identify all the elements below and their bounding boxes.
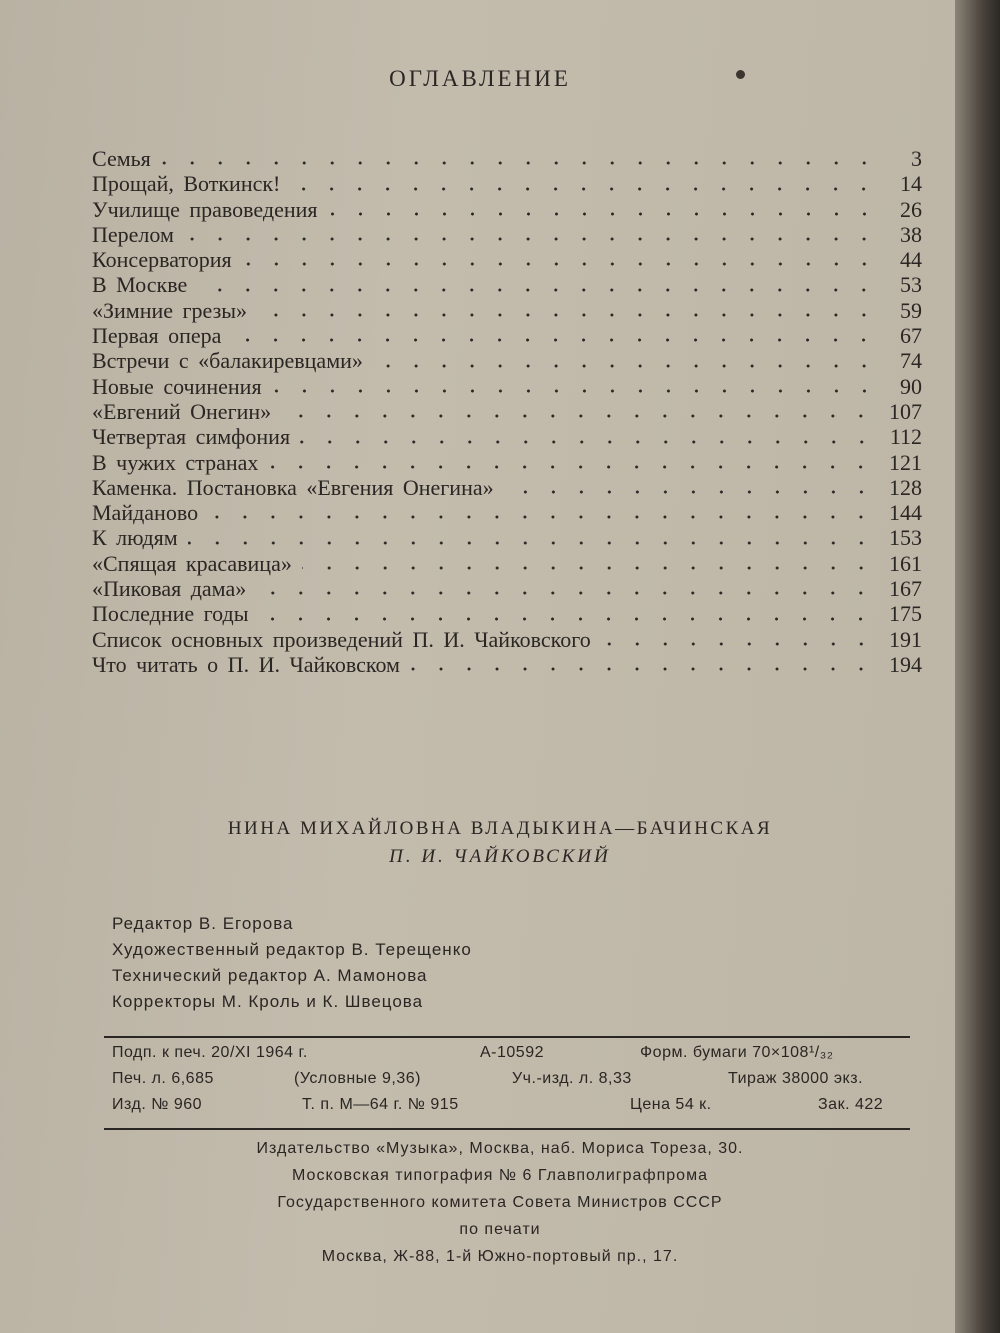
imprint-row [112, 1096, 922, 1122]
toc-dot-leader [184, 237, 878, 241]
toc-dot-leader [268, 465, 875, 469]
publisher-line: Московская типография № 6 Главполиграфпрома [292, 1167, 708, 1184]
toc-entry-page: 3 [911, 146, 922, 171]
toc-entry-label: Что читать о П. И. Чайковском [92, 651, 400, 677]
toc-entry [92, 171, 922, 196]
book-author: НИНА МИХАЙЛОВНА ВЛАДЫКИНА—БАЧИНСКАЯ [227, 818, 773, 839]
toc-entry-page: 59 [900, 297, 922, 323]
toc-dot-leader [197, 288, 878, 292]
toc-entry-label: В Москве [92, 272, 188, 298]
toc-entry [92, 500, 922, 525]
toc-entry [92, 298, 922, 323]
toc-entry-page: 107 [889, 398, 922, 424]
toc-dot-leader [188, 541, 875, 545]
toc-dot-leader [208, 515, 875, 519]
credit-proofreaders: Корректоры М. Кроль и К. Швецова [112, 992, 424, 1011]
imprint-sheets: Печ. л. 6,685 [112, 1070, 214, 1087]
toc-entry-label: Прощай, Воткинск! [92, 171, 281, 197]
toc-dot-leader [256, 591, 875, 595]
publisher-block [0, 1140, 1000, 1275]
toc-entry-label: «Зимние грезы» [92, 297, 248, 323]
toc-entry-page: 26 [900, 196, 922, 222]
toc-entry [92, 146, 922, 171]
imprint-block [112, 1044, 922, 1122]
toc-entry [92, 323, 922, 348]
toc-dot-leader [410, 667, 875, 671]
toc-entry-page: 53 [900, 272, 922, 298]
toc-dot-leader [302, 566, 875, 570]
imprint-pub-sheets: Уч.-изд. л. 8,33 [512, 1070, 632, 1087]
imprint-plan: Т. п. М—64 г. № 915 [302, 1096, 459, 1113]
toc-entry-page: 44 [900, 247, 922, 273]
toc-entry-label: Майданово [92, 500, 199, 526]
toc-entry-label: В чужих странах [92, 449, 259, 475]
publisher-line: Государственного комитета Совета Министров СССР [277, 1194, 723, 1211]
credit-tech-editor: Технический редактор А. Мамонова [112, 966, 428, 985]
toc-entry-page: 74 [900, 348, 922, 374]
toc-entry-page: 194 [889, 651, 922, 677]
toc-entry-page: 175 [889, 601, 922, 627]
toc-entry-page: 121 [889, 449, 922, 475]
imprint-conditional: (Условные 9,36) [294, 1070, 421, 1087]
imprint-print-run: Тираж 38000 экз. [728, 1070, 864, 1087]
toc-entry [92, 399, 922, 424]
toc-entry [92, 576, 922, 601]
toc-entry-label: Первая опера [92, 323, 222, 349]
toc-entry-page: 161 [889, 550, 922, 576]
imprint-format: Форм. бумаги 70×108¹/₃₂ [640, 1044, 834, 1061]
toc-entry-page: 67 [900, 323, 922, 349]
toc-dot-leader [258, 617, 875, 621]
toc-entry-page: 153 [889, 525, 922, 551]
toc-entry-label: «Евгений Онегин» [92, 398, 272, 424]
toc-entry-label: Последние годы [92, 601, 249, 627]
credits-list [112, 914, 472, 1018]
divider-bottom [104, 1128, 910, 1130]
imprint-code: А-10592 [480, 1044, 544, 1061]
imprint-signed: Подп. к печ. 20/XI 1964 г. [112, 1044, 308, 1061]
toc-entry [92, 652, 922, 677]
publisher-line: по печати [459, 1221, 541, 1238]
credit-art-editor: Художественный редактор В. Терещенко [112, 940, 472, 959]
toc-dot-leader [601, 642, 875, 646]
toc-entry-label: Четвертая симфония [92, 424, 291, 450]
toc-entry-label: Список основных произведений П. И. Чайковского [92, 626, 591, 652]
toc-entry [92, 627, 922, 652]
toc-entry-page: 128 [889, 474, 922, 500]
divider-top [104, 1036, 910, 1038]
toc-dot-leader [373, 364, 878, 368]
toc-entry-label: Перелом [92, 221, 174, 247]
toc-entry [92, 424, 922, 449]
imprint-row [112, 1070, 922, 1096]
toc-entry-page: 14 [900, 171, 922, 197]
toc-entry-page: 191 [889, 626, 922, 652]
toc-entry-label: Училище правоведения [92, 196, 318, 222]
toc-entry-label: Встречи с «балакиревцами» [92, 348, 363, 374]
toc-dot-leader [300, 440, 876, 444]
toc-entry-label: Новые сочинения [92, 373, 262, 399]
toc-dot-leader [257, 313, 878, 317]
toc-entry-label: Консерватория [92, 247, 232, 273]
toc-dot-leader [281, 414, 875, 418]
toc-entry [92, 247, 922, 272]
toc-dot-leader [328, 212, 878, 216]
toc-entry-page: 144 [889, 500, 922, 526]
toc-entry [92, 348, 922, 373]
toc-dot-leader [504, 490, 875, 494]
imprint-order: Зак. 422 [818, 1096, 884, 1113]
publisher-line: Издательство «Музыка», Москва, наб. Мориса Тореза, 30. [256, 1140, 744, 1157]
toc-dot-leader [231, 338, 878, 342]
toc-entry-label: «Спящая красавица» [92, 550, 292, 576]
toc-entry-label: Каменка. Постановка «Евгения Онегина» [92, 474, 494, 500]
toc-entry-page: 112 [889, 424, 922, 450]
toc-entry [92, 272, 922, 297]
imprint-price: Цена 54 к. [630, 1096, 712, 1113]
toc-dot-leader [242, 262, 878, 266]
toc-entry [92, 475, 922, 500]
imprint-edition-no: Изд. № 960 [112, 1096, 203, 1113]
toc-dot-leader [290, 187, 878, 191]
toc-entry-label: К людям [92, 525, 178, 551]
toc-dot-leader [272, 389, 878, 393]
publisher-line: Москва, Ж-88, 1-й Южно-портовый пр., 17. [321, 1248, 679, 1265]
toc-dot-leader [161, 161, 878, 165]
toc-entry-label: «Пиковая дама» [92, 576, 247, 602]
table-of-contents [92, 146, 922, 677]
book-spine [955, 0, 1000, 1333]
toc-entry [92, 525, 922, 550]
toc-entry [92, 551, 922, 576]
toc-entry-page: 90 [900, 373, 922, 399]
toc-entry [92, 450, 922, 475]
toc-entry [92, 601, 922, 626]
toc-title: ОГЛАВЛЕНИЕ [389, 66, 571, 91]
toc-entry-page: 38 [900, 221, 922, 247]
imprint-row [112, 1044, 922, 1070]
toc-entry [92, 374, 922, 399]
toc-entry [92, 222, 922, 247]
credit-editor: Редактор В. Егорова [112, 914, 294, 933]
toc-entry-page: 167 [889, 576, 922, 602]
toc-entry-label: Семья [92, 146, 151, 171]
book-title: П. И. ЧАЙКОВСКИЙ [389, 846, 611, 867]
toc-entry [92, 197, 922, 222]
